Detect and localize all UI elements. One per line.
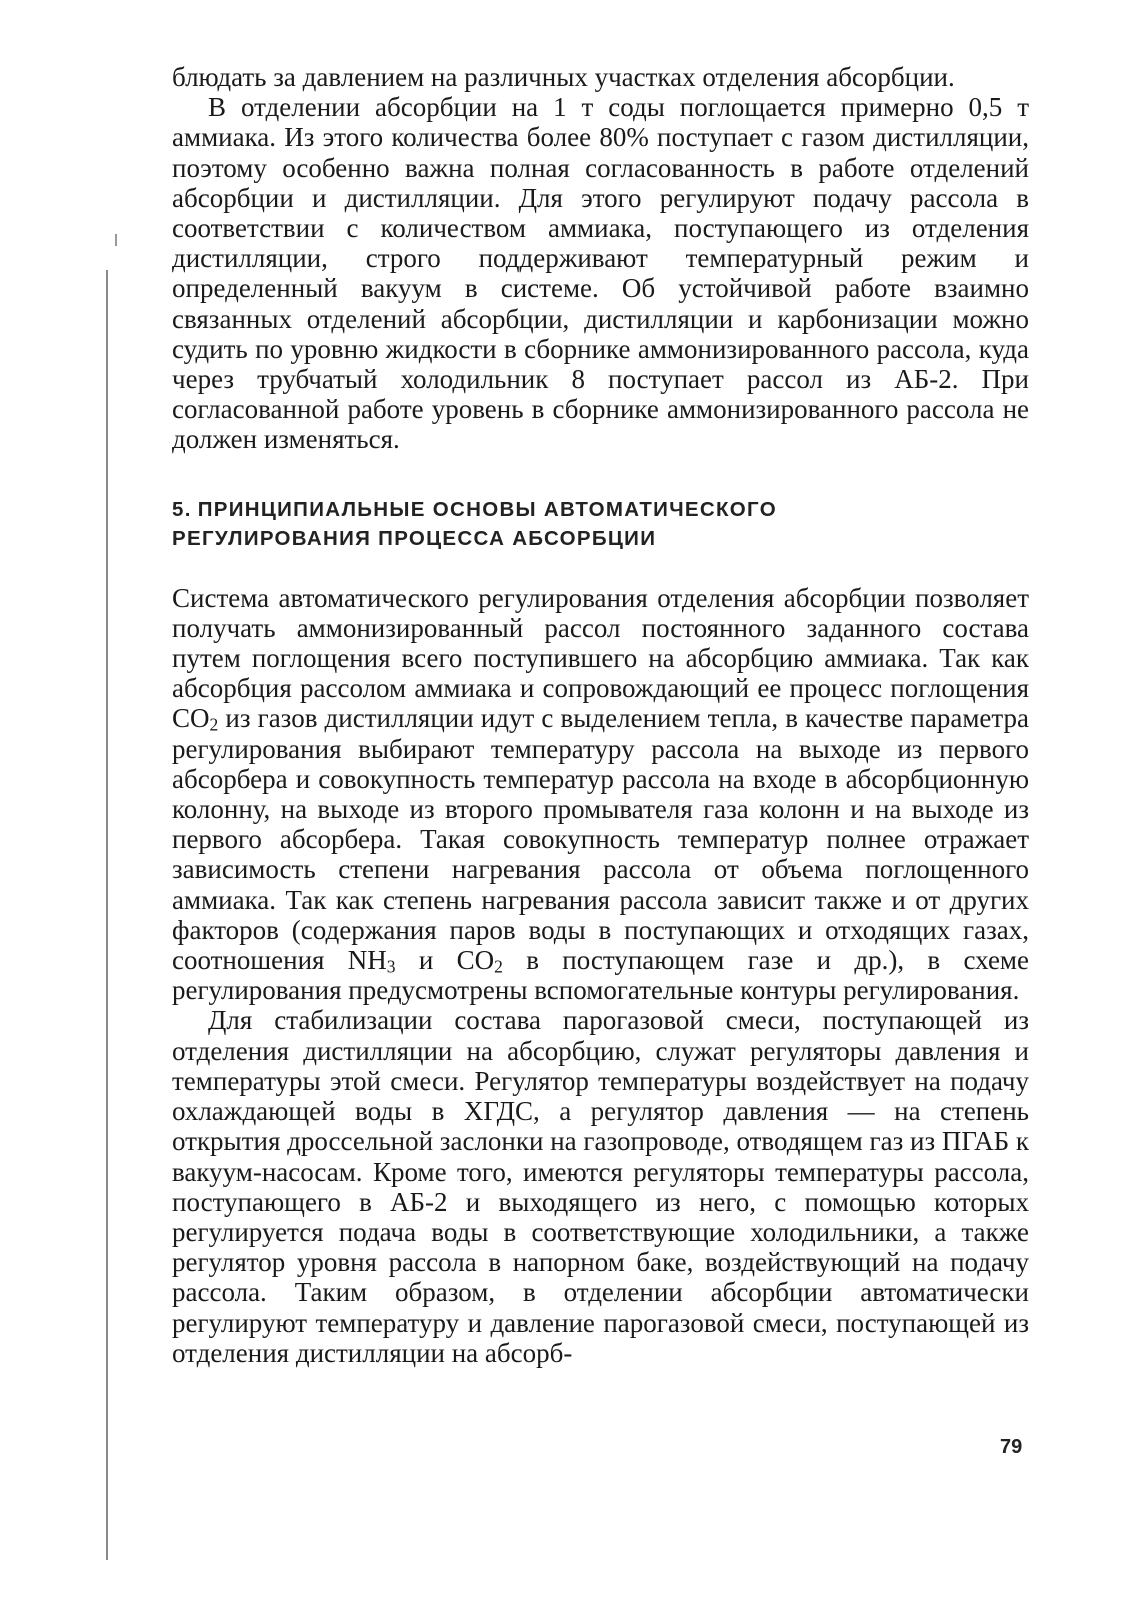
section-title-line-1: ПРИНЦИПИАЛЬНЫЕ ОСНОВЫ АВТОМАТИЧЕСКОГО <box>197 497 777 521</box>
paragraph-control-system <box>172 583 1029 1006</box>
page-body <box>172 62 1029 1368</box>
paragraph-stabilization: Для стабилизации состава парогазовой смеси, поступающей из отделения дистилляции на абсорбцию, служат регуляторы давления и температуры этой смеси. Регулятор температуры воздействует на подачу охлаждающей воды в ХГДС, а регулятор давления — на степень открытия дроссельной заслонки на газопроводе, отводящем газ из ПГАБ к вакуум-насосам. Кроме того, имеются регуляторы температуры рассола, поступающего в АБ-2 и выходящего из него, с помощью которых регулируется подача воды в соответствующие холодильники, а также регулятор уровня рассола в напорном баке, воздействующий на подачу рассола. Таким образом, в отделении абсорбции автоматически регулируют температуру и давление парогазовой смеси, поступающей из отделения дистилляции на абсорб- <box>172 1005 1029 1368</box>
section-heading <box>172 495 1029 553</box>
paragraph-control-system-part-2: из газов дистилляции идут с выделением тепла, в качестве параметра регулирования выбирают температуру рассола на выходе из первого абсорбера и совокупность температур рассола на входе в абсорбционную колонну, на выходе из второго промывателя газа колонн и на выходе из первого абсорбера. Такая совокупность температур полнее отражает зависимость степени нагревания рассола от объема поглощенного аммиака. Так как степень нагревания рассола зависит также и от других факторов (содержания паров воды в поступающих и отходящих газах, соотношения NH <box>172 703 1029 976</box>
paragraph-control-system-part-4: в поступающем газе и др.), в схеме регулирования предусмотрены вспомогательные контуры регулирования. <box>172 945 1029 1006</box>
margin-tick-mark <box>115 234 117 246</box>
section-number: 5. <box>172 497 192 521</box>
section-title-line-2: РЕГУЛИРОВАНИЯ ПРОЦЕССА АБСОРБЦИИ <box>172 526 657 550</box>
paragraph-continued: блюдать за давлением на различных участках отделения абсорбции. <box>172 62 955 92</box>
section-heading-line-1 <box>172 495 1029 524</box>
paragraph-control-system-part-1: Система автоматического регулирования отделения абсорбции позволяет получать аммонизированный рассол постоянного заданного состава путем поглощения всего поступившего на абсорбцию аммиака. Так как абсорбция рассолом аммиака и сопровождающий ее процесс поглощения CO <box>172 582 1029 734</box>
margin-binding-line <box>106 270 108 1560</box>
paragraph-control-system-part-3: и CO <box>395 945 495 976</box>
paragraph-absorption-balance: В отделении абсорбции на 1 т соды поглощается примерно 0,5 т аммиака. Из этого количества более 80% поступает с газом дистилляции, поэтому особенно важна полная согласованность в работе отделений абсорбции и дистилляции. Для этого регулируют подачу рассола в соответствии с количеством аммиака, поступающего из отделения дистилляции, строго поддерживают температурный режим и определенный вакуум в системе. Об устойчивой работе взаимно связанных отделений абсорбции, дистилляции и карбонизации можно судить по уровню жидкости в сборнике аммонизированного рассола, куда через трубчатый холодильник 8 поступает рассол из АБ-2. При согласованной работе уровень в сборнике аммонизированного рассола не должен изменяться. <box>172 92 1029 455</box>
subscript-co2-2: 2 <box>494 956 503 977</box>
subscript-co2-1: 2 <box>209 714 219 735</box>
page-number: 79 <box>1000 1436 1023 1458</box>
subscript-nh3: 3 <box>386 956 396 977</box>
